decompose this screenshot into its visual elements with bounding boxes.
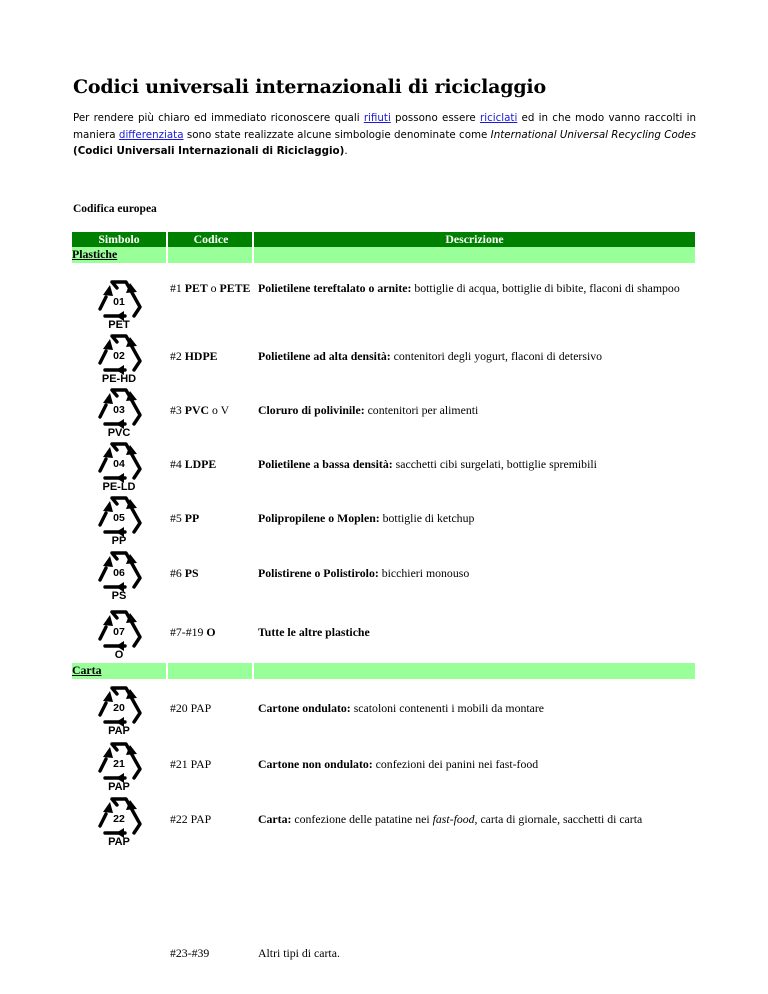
description-term: Polietilene a bassa densità:: [258, 456, 393, 471]
intro-italic-term: International Universal Recycling Codes: [490, 128, 696, 141]
description-cell: [253, 545, 696, 601]
symbol-cell: [72, 329, 167, 383]
link-riciclati[interactable]: riciclati: [479, 112, 518, 124]
header-symbol: Simbolo: [72, 232, 167, 247]
category-cell-empty: [253, 663, 696, 679]
description-cell: [253, 263, 696, 329]
recycling-symbol-icon: [93, 792, 145, 846]
recycling-symbol-icon: [93, 275, 145, 329]
link-differenziata[interactable]: differenziata: [118, 128, 184, 141]
symbol-cell: [72, 679, 167, 737]
code-value: PP: [184, 510, 200, 525]
category-row-plastiche: [72, 247, 696, 263]
code-value: PS: [184, 565, 199, 580]
code-cell: [167, 329, 253, 383]
link-rifiuti[interactable]: rifiuti: [363, 112, 391, 124]
symbol-number: 07: [113, 626, 125, 638]
description-text: bottiglie di acqua, bottiglie di bibite, flaconi di shampoo: [411, 281, 680, 295]
symbol-number: 05: [113, 512, 125, 524]
recycling-symbol-icon: [93, 605, 145, 659]
code-cell: [167, 383, 253, 437]
symbol-cell: [72, 491, 167, 545]
code-prefix: #4: [170, 456, 185, 471]
description-text: sacchetti cibi surgelati, bottiglie spremibili: [392, 456, 597, 471]
code-separator: o: [207, 281, 220, 295]
category-row-carta: [72, 663, 696, 679]
symbol-number: 21: [113, 758, 125, 770]
description-cell: [253, 329, 696, 383]
category-link-plastiche[interactable]: Plastiche: [72, 247, 118, 261]
recycling-symbol-icon: [93, 546, 145, 600]
description-term: Tutte le altre plastiche: [258, 624, 370, 639]
recycling-symbol-icon: [93, 681, 145, 735]
description-text: bottiglie di ketchup: [379, 510, 475, 525]
code-value: #22 PAP: [170, 811, 212, 826]
symbol-label: PET: [108, 319, 130, 329]
symbol-cell: [72, 791, 167, 847]
code-prefix: #7-#19: [170, 624, 207, 639]
description-text: confezione delle patatine nei: [291, 811, 433, 826]
code-cell: #23-#39: [167, 847, 253, 965]
symbol-cell: [72, 737, 167, 791]
table-row-last: [72, 847, 696, 965]
description-term: Polietilene tereftalato o arnite:: [258, 281, 412, 295]
symbol-cell: [72, 437, 167, 491]
symbol-label: PVC: [107, 427, 131, 437]
symbol-label: PS: [111, 590, 127, 600]
code-cell: [167, 437, 253, 491]
code-value: #20 PAP: [170, 700, 212, 715]
symbol-cell: [72, 383, 167, 437]
recycling-symbol-icon: [93, 437, 145, 491]
description-text: , carta di giornale, sacchetti di carta: [474, 811, 643, 826]
table-row: [72, 737, 696, 791]
symbol-number: 22: [113, 813, 125, 825]
recycling-symbol-icon: [93, 383, 145, 437]
symbol-label: PE-HD: [101, 373, 137, 383]
code-prefix: #1: [170, 281, 185, 295]
symbol-label: PE-LD: [102, 481, 136, 491]
description-cell: Altri tipi di carta.: [253, 847, 696, 965]
description-text: confezioni dei panini nei fast-food: [372, 756, 539, 771]
code-value-alt: PETE: [219, 281, 251, 295]
paper-rows: [72, 679, 696, 847]
section-heading: Codifica europea: [73, 203, 157, 215]
symbol-number: 02: [113, 350, 125, 362]
description-cell: [253, 491, 696, 545]
code-prefix: #2: [170, 348, 185, 363]
category-cell: [72, 247, 167, 263]
symbol-label: PAP: [108, 781, 130, 791]
code-separator: o V: [209, 402, 230, 417]
table-row: [72, 383, 696, 437]
code-cell: [167, 263, 253, 329]
intro-text: ed in che modo vanno raccolti in maniera: [73, 112, 696, 141]
description-term: Cartone ondulato:: [258, 700, 351, 715]
description-term: Cartone non ondulato:: [258, 756, 373, 771]
symbol-label: PAP: [108, 836, 130, 846]
code-cell: [167, 491, 253, 545]
symbol-cell-empty: [72, 847, 167, 965]
plastic-rows: [72, 263, 696, 663]
code-value: LDPE: [184, 456, 217, 471]
description-text: scatoloni contenenti i mobili da montare: [350, 700, 545, 715]
code-prefix: #3: [170, 402, 185, 417]
code-value: PVC: [184, 402, 209, 417]
code-prefix: #6: [170, 565, 185, 580]
header-description: Descrizione: [253, 232, 696, 247]
description-cell: [253, 437, 696, 491]
code-cell: [167, 737, 253, 791]
table-row: [72, 791, 696, 847]
description-cell: [253, 737, 696, 791]
description-term: Polipropilene o Moplen:: [258, 510, 380, 525]
intro-paragraph: [73, 110, 696, 160]
symbol-cell: [72, 601, 167, 663]
code-cell: [167, 601, 253, 663]
description-term: Cloruro di polivinile:: [258, 402, 365, 417]
code-cell: [167, 545, 253, 601]
intro-text: sono state realizzate alcune simbologie denominate come: [183, 128, 491, 141]
category-cell-empty: [167, 663, 253, 679]
symbol-number: 04: [113, 458, 125, 470]
recycling-codes-table: [72, 232, 697, 965]
recycling-symbol-icon: [93, 329, 145, 383]
description-text: bicchieri monouso: [378, 565, 470, 580]
description-term: Carta:: [258, 811, 292, 826]
code-value: O: [206, 624, 216, 639]
recycling-symbol-icon: [93, 491, 145, 545]
intro-text: Per rendere più chiaro ed immediato riconoscere quali: [73, 112, 364, 124]
table-row: [72, 491, 696, 545]
symbol-cell: [72, 545, 167, 601]
description-cell: [253, 601, 696, 663]
symbol-cell: [72, 263, 167, 329]
description-text: contenitori per alimenti: [364, 402, 479, 417]
symbol-number: 06: [113, 567, 125, 579]
description-cell: [253, 791, 696, 847]
category-cell: [72, 663, 167, 679]
symbol-number: 03: [113, 404, 125, 416]
recycling-symbol-icon: [93, 737, 145, 791]
symbol-number: 01: [113, 296, 125, 308]
table-row: [72, 545, 696, 601]
description-cell: [253, 679, 696, 737]
code-value: HDPE: [184, 348, 218, 363]
code-cell: [167, 791, 253, 847]
description-term: Polietilene ad alta densità:: [258, 348, 391, 363]
code-cell: [167, 679, 253, 737]
description-italic: fast-food: [432, 811, 475, 826]
code-value: #21 PAP: [170, 756, 212, 771]
table-row: [72, 437, 696, 491]
table-row: [72, 601, 696, 663]
symbol-number: 20: [113, 702, 125, 714]
category-cell-empty: [167, 247, 253, 263]
table-row: [72, 329, 696, 383]
description-cell: [253, 383, 696, 437]
table-row: [72, 679, 696, 737]
intro-text: possono essere: [390, 112, 480, 124]
description-term: Polistirene o Polistirolo:: [258, 565, 379, 580]
description-text: contenitori degli yogurt, flaconi di detersivo: [390, 348, 603, 363]
category-link-carta[interactable]: Carta: [72, 663, 102, 677]
symbol-label: O: [114, 649, 124, 659]
header-code: Codice: [167, 232, 253, 247]
category-cell-empty: [253, 247, 696, 263]
table-header-row: [72, 232, 696, 247]
code-prefix: #5: [170, 510, 185, 525]
symbol-label: PAP: [108, 725, 130, 735]
page-title: Codici universali internazionali di riciclaggio: [73, 76, 546, 98]
intro-text: .: [344, 145, 348, 157]
symbol-label: PP: [111, 535, 127, 545]
table-row: [72, 263, 696, 329]
intro-bold-term: (Codici Universali Internazionali di Riciclaggio): [73, 145, 345, 157]
code-value: PET: [184, 281, 208, 295]
